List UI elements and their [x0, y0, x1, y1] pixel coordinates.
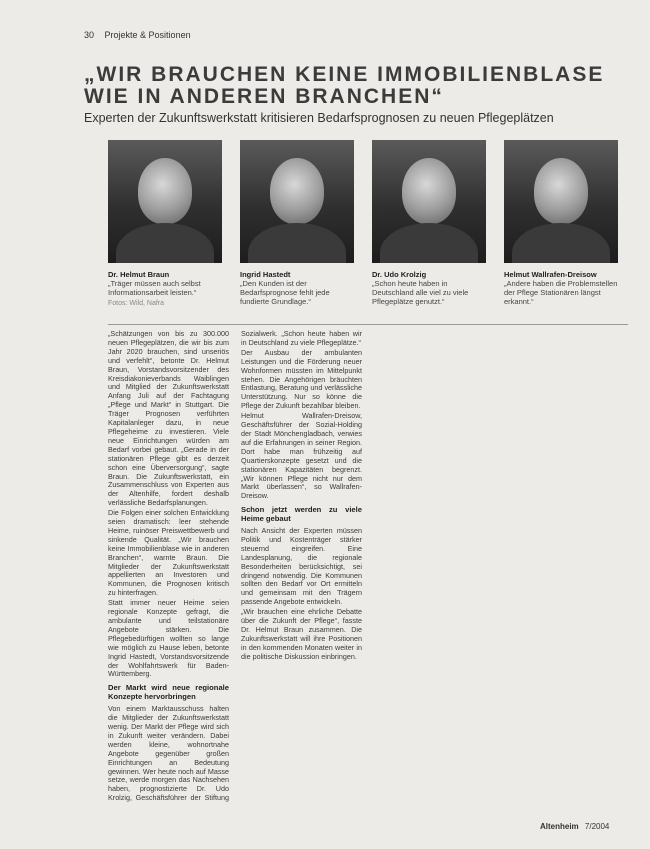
body-paragraph: Statt immer neuer Heime seien regionale Konzepte gefragt, die ambulante und teilstationäre Angebote stärken. Die Pflegebedürftigen wollten so lange wie möglich zu Hause leben, betonte Ingrid Hastedt, Vorstandsvorsitzende der Wohlfahrtswerk für Baden-Württemberg. [108, 598, 229, 679]
body-paragraph: Nach Ansicht der Experten müssen Politik und Kostenträger stärker steuernd eingreifen. Eine Landesplanung, die regionale Besonderheiten berücksichtigt, sei dringend notwendig. Die Kommunen sollten den Bedarf vor Ort ermitteln und gemeinsam mit den Trägern passende Angebote entwickeln. [241, 526, 362, 607]
caption-name: Dr. Udo Krolzig [372, 270, 427, 279]
caption-wallrafen [504, 270, 622, 306]
body-subheading: Der Markt wird neue regionale Konzepte hervorbringen [108, 683, 229, 702]
body-paragraph: „Schätzungen von bis zu 300.000 neuen Pflegeplätzen, die wir bis zum Jahr 2020 brauchen, sind unseriös und verfehlt“, betonte Dr. Helmut Braun, Vorstandsvorsitzender des Kreisdiakonieverbands Waiblingen und Mitglied der Zukunftswerkstatt Anfang Juli auf der Fachtagung „Pflege und Markt“ in Stuttgart. Die Träger Prognosen verführten Kapitalanleger dazu, in neue Pflegeheime zu investieren. Viele neue Einrichtungen würden am Bedarf vorbei gebaut. „Gerade in der stationären Pflege gibt es derzeit schon eine Überversorgung“, sagte Braun. Die Zukunftswerkstatt, ein Zusammenschluss von Experten aus der Altenhilfe, fordert deshalb verlässliche Bedarfsplanungen. [108, 329, 229, 508]
article-headline: „WIR BRAUCHEN KEINE IMMOBILIENBLASE WIE IN ANDEREN BRANCHEN“ [84, 63, 605, 108]
caption-quote: „Schon heute haben in Deutschland alle viel zu viele Pflegeplätze genutzt.“ [372, 279, 469, 306]
caption-quote: „Träger müssen auch selbst Informationsarbeit leisten.“ [108, 279, 201, 297]
caption-name: Ingrid Hastedt [240, 270, 291, 279]
body-paragraph: „Wir brauchen eine ehrliche Debatte über die Zukunft der Pflege“, fasste Dr. Helmut Braun zusammen. Die Zukunftswerkstatt will ihre Positionen in den kommenden Monaten weiter in die politische Diskussion einbringen. [241, 607, 362, 661]
body-paragraph: Der Ausbau der ambulanten Leistungen und die Förderung neuer Wohnformen müssten im Mittelpunkt stehen. Die Angehörigen bräuchten Entlastung, Beratung und verlässliche Unterstützung. Nur so könne die Pflege der Zukunft bezahlbar bleiben. [241, 347, 362, 411]
photo-credit: Fotos: Wild, Nafra [108, 300, 165, 307]
caption-braun [108, 270, 226, 308]
magazine-name: Altenheim [540, 822, 579, 831]
page-number: 30 [84, 30, 95, 40]
caption-name: Dr. Helmut Braun [108, 270, 170, 279]
portrait-photo-wallrafen [504, 140, 618, 263]
body-paragraph: Die Folgen einer solchen Entwicklung seien dramatisch: leer stehende Heime, ruinöser Preiswettbewerb und sinkende Qualität. „Wir brauchen keine Immobilienblase wie in anderen Branchen“, warnte Braun. Die Mitglieder der Zukunftswerkstatt appellierten an Investoren und Kommunen, die Prognosen kritisch zu hinterfragen. [108, 508, 229, 598]
portrait-photo-hastedt [240, 140, 354, 263]
caption-name: Helmut Wallrafen-Dreisow [504, 270, 597, 279]
portrait-photo-krolzig [372, 140, 486, 263]
page-footer [540, 822, 609, 831]
caption-quote: „Andere haben die Problemstellen der Pflege Stationären längst erkannt.“ [504, 279, 618, 306]
caption-krolzig [372, 270, 490, 306]
issue-number: 7/2004 [584, 822, 610, 831]
article-subtitle: Experten der Zukunftswerkstatt kritisieren Bedarfsprognosen zu neuen Pflegeplätzen [84, 111, 554, 125]
caption-hastedt [240, 270, 358, 306]
body-paragraph: Helmut Wallrafen-Dreisow, Geschäftsführer der Sozial-Holding der Stadt Mönchengladbach, verwies auf die Erfahrungen in seiner Region. Dort habe man frühzeitig auf Quartierskonzepte gesetzt und die stationären Kapazitäten begrenzt. „Wir können Pflege nicht nur dem Markt überlassen“, so Wallrafen-Dreisow. [241, 411, 362, 501]
portrait-photo-braun [108, 140, 222, 263]
section-name: Projekte & Positionen [104, 30, 191, 40]
running-head [84, 30, 191, 40]
body-subheading: Schon jetzt werden zu viele Heime gebaut [241, 505, 362, 524]
portrait-row [108, 140, 628, 265]
article-body [108, 330, 628, 814]
caption-quote: „Den Kunden ist der Bedarfsprognose fehlt jede fundierte Grundlage.“ [240, 279, 330, 306]
divider [108, 324, 628, 325]
body-paragraph: Von einem Marktausschuss halten die Mitglieder der Zukunftswerkstatt wenig. Der Markt der Pflege wird sich in Zukunft weiter verändern. Dabei werden kleine, wohnortnahe Angebote gegenüber großen Einrichtungen an Bedeutung gewinnen. Wer heute noch auf Masse setze, werde morgen das Nachsehen haben, prognostizierte Dr. Udo Krolzig, Geschäftsführer der Stiftung Sozialwerk. „Schon heute haben wir in Deutschland zu viele Pflegeplätze.“ [108, 329, 362, 803]
